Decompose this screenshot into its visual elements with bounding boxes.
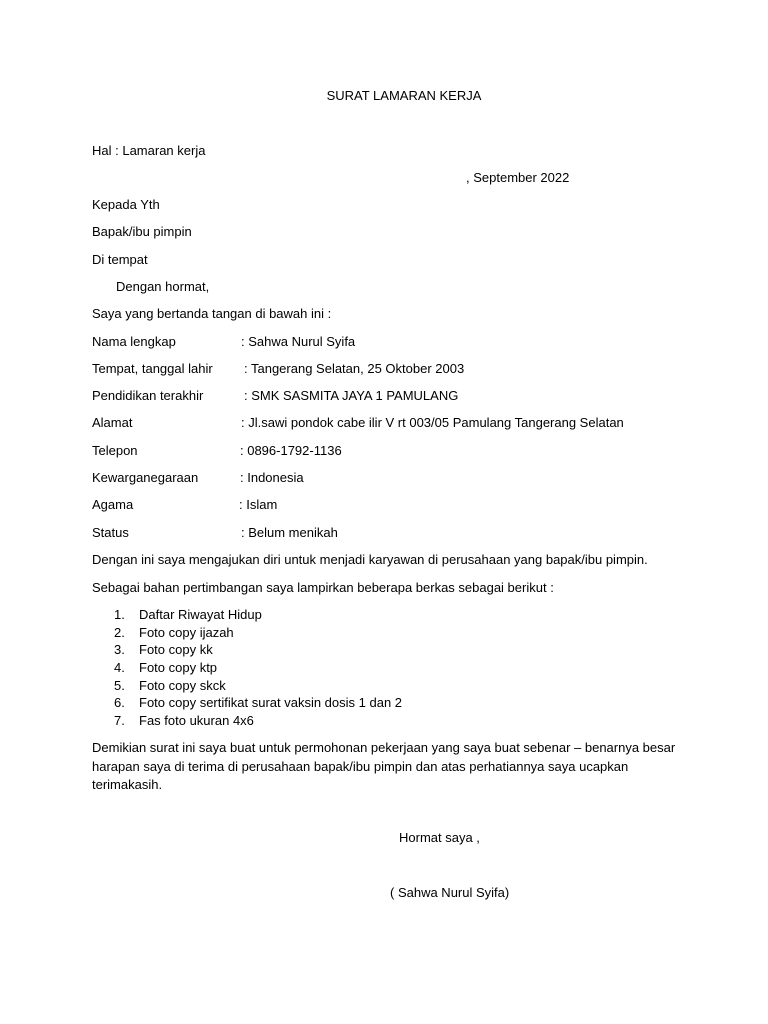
list-number: 7. <box>114 713 125 729</box>
list-number: 3. <box>114 642 125 658</box>
field-label: Pendidikan terakhir <box>92 388 204 403</box>
field-value-name: : Sahwa Nurul Syifa <box>241 334 356 349</box>
field-label: Agama <box>92 497 134 512</box>
signature-name: ( Sahwa Nurul Syifa) <box>390 885 510 900</box>
field-value-phone: : 0896-1792-1136 <box>240 443 342 458</box>
list-item <box>114 712 402 730</box>
attachments-list <box>114 606 402 730</box>
greeting: Dengan hormat, <box>116 279 210 294</box>
list-text: Daftar Riwayat Hidup <box>139 607 262 622</box>
list-item <box>114 694 402 712</box>
list-item <box>114 659 402 677</box>
field-label: Telepon <box>92 443 138 458</box>
list-number: 2. <box>114 624 125 640</box>
field-row-birth <box>92 360 213 378</box>
recipient-line-1: Kepada Yth <box>92 197 160 212</box>
list-item <box>114 624 402 642</box>
list-item <box>114 677 402 695</box>
field-value-citizenship: : Indonesia <box>240 470 304 485</box>
field-row-name <box>92 333 176 351</box>
list-text: Foto copy kk <box>139 642 213 658</box>
list-text: Foto copy ijazah <box>139 624 234 640</box>
list-text: Foto copy sertifikat surat vaksin dosis 1 dan 2 <box>139 695 403 711</box>
list-text: Foto copy ktp <box>139 660 218 676</box>
list-item <box>114 606 402 624</box>
field-value-status: : Belum menikah <box>241 525 338 540</box>
letter-title: SURAT LAMARAN KERJA <box>326 88 482 103</box>
field-row-phone <box>92 442 138 460</box>
application-text: Dengan ini saya mengajukan diri untuk menjadi karyawan di perusahaan yang bapak/ibu pimpin. <box>92 552 648 567</box>
signoff: Hormat saya , <box>399 830 480 845</box>
field-row-education <box>92 387 203 405</box>
list-text: Foto copy skck <box>139 677 226 693</box>
field-row-address <box>92 414 132 432</box>
field-label: Tempat, tanggal lahir <box>92 361 213 376</box>
field-value-address: : Jl.sawi pondok cabe ilir V rt 003/05 Pamulang Tangerang Selatan <box>241 415 624 430</box>
field-label: Kewarganegaraan <box>92 470 199 485</box>
recipient-line-3: Di tempat <box>92 252 148 267</box>
field-label: Status <box>92 525 129 540</box>
list-number: 4. <box>114 660 125 676</box>
closing-paragraph: Demikian surat ini saya buat untuk permohonan pekerjaan yang saya buat sebenar – benarnya besar harapan saya di terima di perusahaan bapak/ibu pimpin dan atas perhatiannya saya ucapkan terimakasih. <box>92 740 676 792</box>
list-number: 6. <box>114 695 125 711</box>
field-label: Alamat <box>92 415 133 430</box>
list-number: 1. <box>114 607 125 622</box>
field-value-birth: : Tangerang Selatan, 25 Oktober 2003 <box>244 361 465 376</box>
intro-text: Saya yang bertanda tangan di bawah ini : <box>92 306 332 321</box>
field-row-citizenship <box>92 469 198 487</box>
attachments-intro: Sebagai bahan pertimbangan saya lampirkan beberapa berkas sebagai berikut : <box>92 580 554 595</box>
list-text: Fas foto ukuran 4x6 <box>139 713 254 729</box>
field-label: Nama lengkap <box>92 334 176 349</box>
field-row-religion <box>92 496 133 514</box>
letter-subject: Hal : Lamaran kerja <box>92 143 206 158</box>
field-value-religion: : Islam <box>239 497 278 512</box>
list-number: 5. <box>114 677 125 693</box>
list-item <box>114 641 402 659</box>
field-value-education: : SMK SASMITA JAYA 1 PAMULANG <box>244 388 459 403</box>
field-row-status <box>92 524 129 542</box>
letter-date: , September 2022 <box>466 170 570 185</box>
recipient-line-2: Bapak/ibu pimpin <box>92 224 192 239</box>
